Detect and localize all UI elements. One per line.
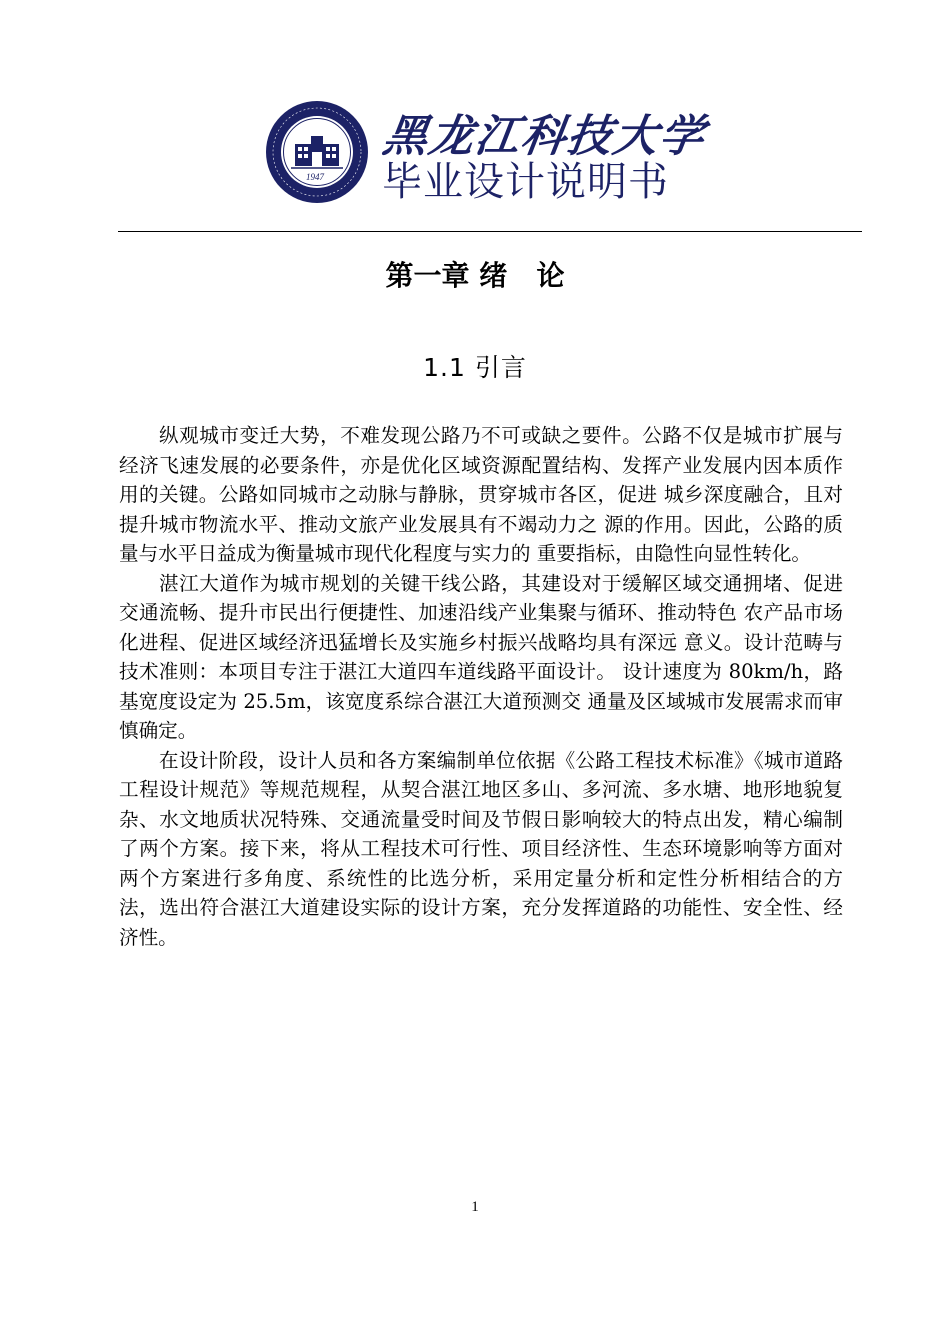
seal-year: 1947	[306, 172, 324, 182]
page-number: 1	[471, 1199, 479, 1215]
section-title: 1.1 引言	[423, 353, 527, 382]
university-seal-logo	[265, 100, 369, 204]
body-text	[119, 421, 843, 952]
paragraph: 纵观城市变迁大势，不难发现公路乃不可或缺之要件。公路不仅是城市扩展与经济飞速发展的必要条件，亦是优化区域资源配置结构、发挥产业发展内因本质作用的关键。公路如同城市之动脉与静脉，贯穿城市各区，促进 城乡深度融合，且对提升城市物流水平、推动文旅产业发展具有不竭动力之 源的作用。因此，公路的质量与水平日益成为衡量城市现代化程度与实力的 重要指标，由隐性向显性转化。	[119, 424, 843, 565]
chapter-title: 第一章 绪 论	[385, 259, 565, 292]
document-type-title: 毕业设计说明书	[382, 159, 669, 205]
document-header	[0, 0, 950, 232]
paragraph: 在设计阶段，设计人员和各方案编制单位依据《公路工程技术标准》《城市道路工程设计规范》等规范规程，从契合湛江地区多山、多河流、多水塘、地形地貌复杂、水文地质状况特殊、交通流量受时间及节假日影响较大的特点出发，精心编制了两个方案。接下来，将从工程技术可行性、项目经济性、生态环境影响等方面对两个方案进行多角度、系统性的比选分析，采用定量分析和定性分析相结合的方法，选出符合湛江大道建设实际的设计方案，充分发挥道路的功能性、安全性、经济性。	[119, 748, 843, 949]
university-name: 黑龙江科技大学	[379, 111, 709, 162]
paragraph: 湛江大道作为城市规划的关键干线公路，其建设对于缓解区域交通拥堵、促进交通流畅、提升市民出行便捷性、加速沿线产业集聚与循环、推动特色 农产品市场化进程、促进区域经济迅猛增长及实施乡村振兴战略均具有深远 意义。设计范畴与技术准则：本项目专注于湛江大道四车道线路平面设计。 设计速度为 80km/h，路基宽度设定为 25.5m，该宽度系综合湛江大道预测交 通量及区域城市发展需求而审慎确定。	[119, 571, 843, 742]
header-divider	[118, 231, 862, 232]
